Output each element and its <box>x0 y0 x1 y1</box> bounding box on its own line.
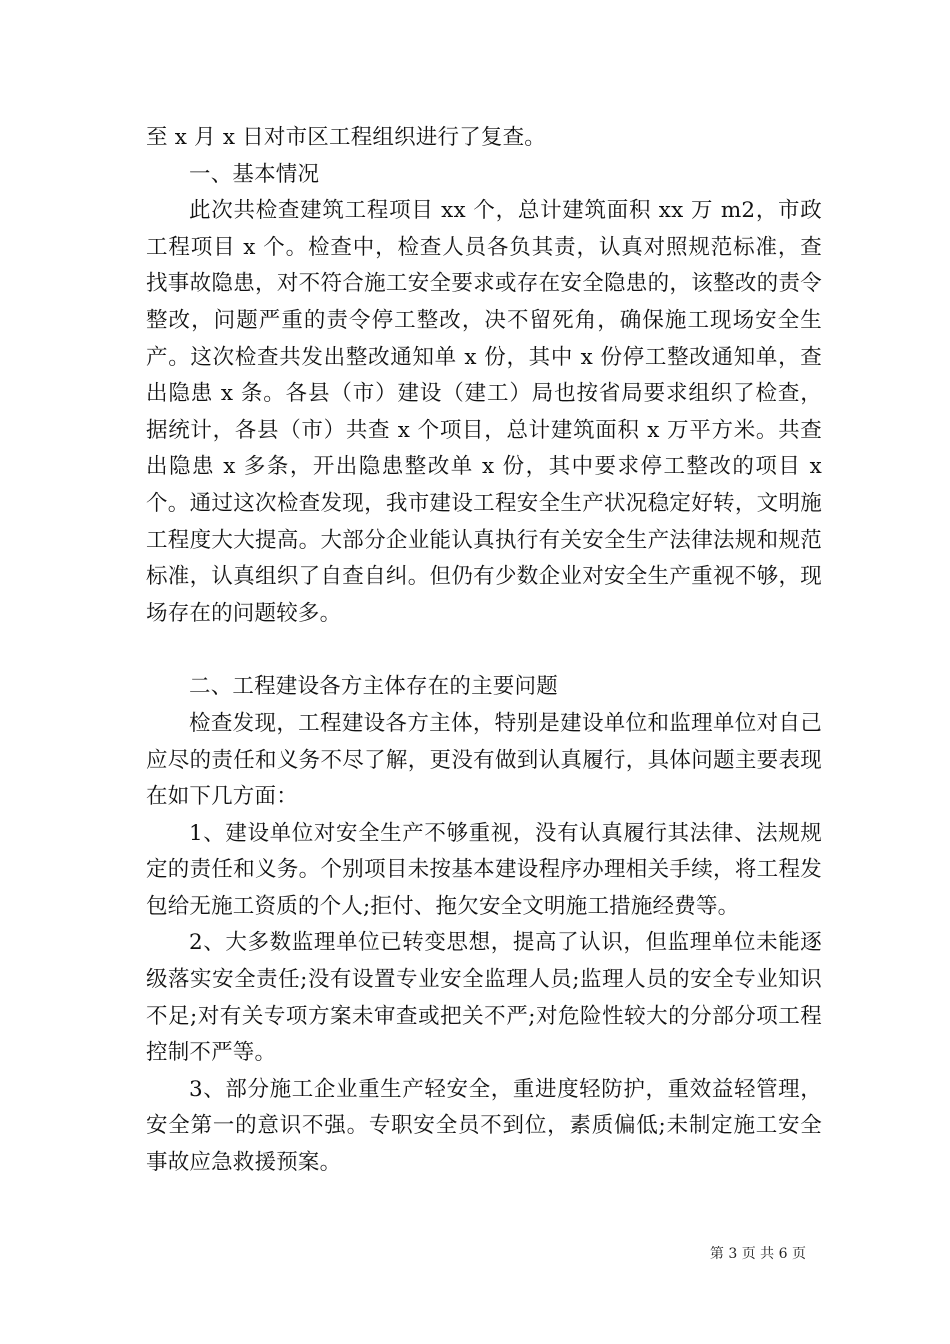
paragraph-continuation: 至 x 月 x 日对市区工程组织进行了复查。 <box>146 125 546 150</box>
paragraph-inspection-summary: 此次共检查建筑工程项目 xx 个，总计建筑面积 xx 万 m2，市政工程项目 x 个。检查中，检查人员各负其责，认真对照规范标准，查找事故隐患，对不符合施工安全要求或存在安全隐患的，该整改的责令整改，问题严重的责令停工整改，决不留死角，确保施工现场安全生产。这次检查共发出整改通知单 x 份，其中 x 份停工整改通知单，查出隐患 x 条。各县（市）建设（建工）局也按省局要求组织了检查，据统计，各县（市）共查 x 个项目，总计建筑面积 x 万平方米。共查出隐患 x 多条，开出隐患整改单 x 份，其中要求停工整改的项目 x 个。通过这次检查发现，我市建设工程安全生产状况稳定好转，文明施工程度大大提高。大部分企业能认真执行有关安全生产法律法规和规范标准，认真组织了自查自纠。但仍有少数企业对安全生产重视不够，现场存在的问题较多。 <box>146 198 822 626</box>
paragraph-item-2: 2、大多数监理单位已转变思想，提高了认识，但监理单位未能逐级落实安全责任;没有设置专业安全监理人员;监理人员的安全专业知识不足;对有关专项方案未审查或把关不严;对危险性较大的分部分项工程控制不严等。 <box>146 930 822 1066</box>
paragraph-item-3: 3、部分施工企业重生产轻安全，重进度轻防护，重效益轻管理，安全第一的意识不强。专职安全员不到位，素质偏低;未制定施工安全事故应急救援预案。 <box>146 1076 822 1176</box>
page-number-footer: 第 3 页 共 6 页 <box>709 1246 806 1262</box>
paragraph-problems-intro: 检查发现，工程建设各方主体，特别是建设单位和监理单位对自己应尽的责任和义务不尽了解，更没有做到认真履行，具体问题主要表现在如下几方面： <box>146 710 822 810</box>
paragraph-gap <box>146 632 822 669</box>
section-heading-basic-situation: 一、基本情况 <box>189 161 320 187</box>
document-body <box>146 120 822 1182</box>
section-heading-main-problems: 二、工程建设各方主体存在的主要问题 <box>189 674 558 700</box>
paragraph-item-1: 1、建设单位对安全生产不够重视，没有认真履行其法律、法规规定的责任和义务。个别项目未按基本建设程序办理相关手续，将工程发包给无施工资质的个人;拒付、拖欠安全文明施工措施经费等。 <box>146 820 822 919</box>
